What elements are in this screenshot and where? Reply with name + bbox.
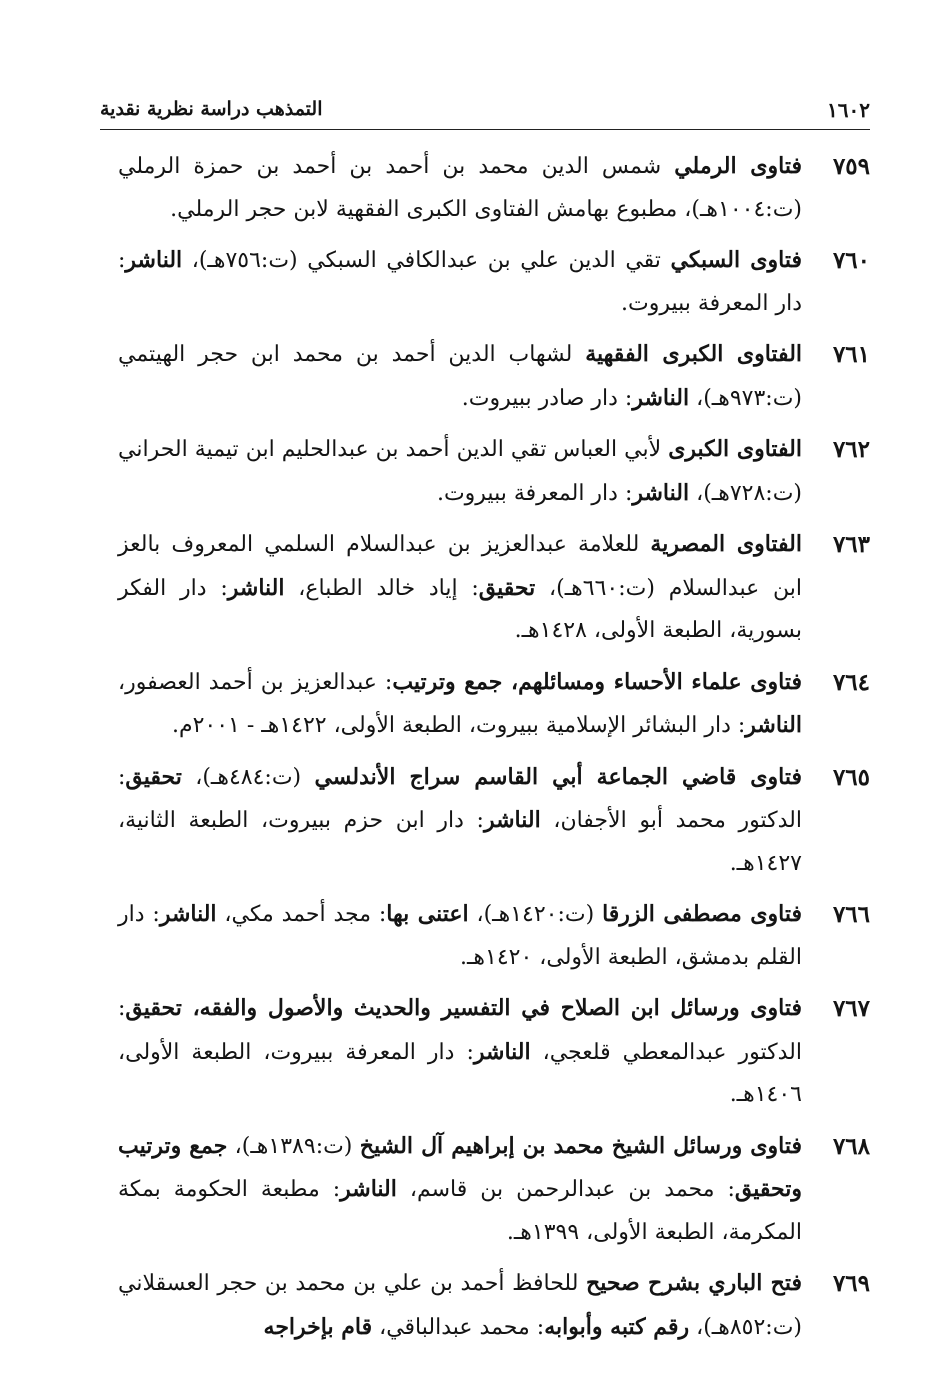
entry-title: فتاوى الرملي [674,153,802,179]
header-rule [100,129,870,130]
entry-title: فتاوى ورسائل ابن الصلاح في التفسير والحديث والأصول والفقه، تحقيق [125,995,802,1021]
entry-details: : محمد عبدالباقي، [372,1314,545,1340]
entry-title: فتاوى علماء الأحساء ومسائلهم، جمع وترتيب [392,668,802,695]
entry-details: : إياد خالد الطباع، [284,575,479,601]
entry-title: فتح الباري بشرح صحيح [586,1270,802,1296]
entry-text [118,523,802,653]
entry-text [118,333,802,420]
entry-label: الناشر [632,384,690,411]
entry-label: الناشر [159,901,217,927]
entry-title: فتاوى السبكي [670,247,802,273]
entry-details: لأبي العباس تقي الدين أحمد بن عبدالحليم ابن تيمية الحراني (ت:٧٢٨هـ)، [118,437,802,506]
entry-label: جمع وترتيب وتحقيق [118,1132,802,1202]
entry-details: لشهاب الدين أحمد بن محمد ابن حجر الهيتمي (ت:٩٧٣هـ)، [118,342,802,411]
entry-text [118,893,802,979]
entry-label: الناشر [125,247,183,273]
entry-details: للعلامة عبدالعزيز بن عبدالسلام السلمي المعروف بالعز ابن عبدالسلام (ت:٦٦٠هـ)، [118,532,803,601]
entry-label: الناشر [340,1176,397,1202]
entry-details: (ت:١٣٨٩هـ)، [227,1133,360,1159]
page-header [100,92,870,128]
entry-details: : دار القلم بدمشق، الطبعة الأولى، ١٤٢٠هـ. [118,902,802,970]
entry-number: ٧٥٩ [832,153,870,180]
entry-label: الناشر [483,807,541,833]
entry-details: شمس الدين محمد بن أحمد بن أحمد بن حمزة الرملي (ت:١٠٠٤هـ)، مطبوع بهامش الفتاوى الكبرى الفقهية لابن حجر الرملي. [118,154,802,222]
entry-details: : محمد بن عبدالرحمن بن قاسم، [396,1177,735,1202]
entry-text [118,239,802,325]
entry-title: الفتاوى الكبرى [668,436,802,462]
entry-label: رقم كتبه وأبوابه [544,1313,690,1340]
bibliography-entry [118,661,870,748]
entry-text [118,428,802,515]
entry-title: فتاوى مصطفى الزرقا [602,901,802,927]
entry-label: الناشر [745,712,802,738]
entry-details: للحافظ أحمد بن علي بن محمد بن حجر العسقلاني (ت:٨٥٢هـ)، [118,1271,802,1340]
entry-label: الناشر [632,479,690,506]
entry-label: تحقيق [478,574,536,601]
entry-number: ٧٦٠ [832,247,870,274]
entry-label: قام بإخراجه [263,1313,373,1340]
entry-label: الناشر [227,574,285,601]
entry-number: ٧٦٧ [832,995,870,1022]
entry-number: ٧٦٨ [832,1132,870,1160]
entry-title: فتاوى قاضي الجماعة أبي القاسم سراج الأندلسي [314,763,802,790]
bibliography-entry [118,145,870,231]
entry-details: : مطبعة الحكومة بمكة المكرمة، الطبعة الأولى، ١٣٩٩هـ. [118,1177,802,1245]
bibliography-entry [118,239,870,325]
entry-title: فتاوى ورسائل الشيخ محمد بن إبراهيم آل الشيخ [359,1132,803,1159]
entry-details: تقي الدين علي بن عبدالكافي السبكي (ت:٧٥٦هـ)، [182,248,671,273]
entry-number: ٧٦٣ [832,531,870,558]
entry-text [118,756,802,886]
entry-details: (ت:٤٨٤هـ)، [181,764,315,790]
entry-details: : الدكتور محمد أبو الأجفان، [118,764,802,833]
entry-details: : الدكتور عبدالمعطي قلعجي، [118,996,802,1065]
entry-details: : عبدالعزيز بن أحمد العصفور، [118,669,393,695]
entry-label: تحقيق [125,763,182,790]
entry-number: ٧٦٩ [832,1270,870,1297]
entry-text [118,1262,802,1349]
entry-title: الفتاوى المصرية [650,531,802,557]
entry-number: ٧٦٦ [832,901,870,928]
bibliography-entry [118,523,870,653]
entry-label: اعتنى بها [386,901,469,927]
entry-details: : دار المعرفة ببيروت. [436,480,633,506]
bibliography-entry [118,1262,870,1349]
bibliography-entry [118,333,870,420]
entry-text [118,987,802,1117]
entry-details: : دار المعرفة ببيروت، الطبعة الأولى، ١٤٠٦هـ. [118,1039,802,1107]
entry-label: الناشر [473,1038,531,1065]
entry-text [118,145,802,231]
entry-number: ٧٦٥ [832,763,870,791]
page-number: ١٦٠٢ [827,98,870,122]
bibliography-list [118,145,870,1357]
entry-number: ٧٦٢ [832,436,870,463]
entry-text [118,1125,802,1255]
entry-number: ٧٦١ [832,341,870,368]
entry-title: الفتاوى الكبرى الفقهية [585,341,803,367]
entry-text [118,661,802,748]
entry-details: : مجد أحمد مكي، [216,902,387,927]
entry-details: : دار البشائر الإسلامية ببيروت، الطبعة الأولى، ١٤٢٢هـ - ٢٠٠١م. [171,713,746,738]
bibliography-entry [118,1125,870,1255]
entry-number: ٧٦٤ [832,668,870,696]
bibliography-entry [118,428,870,515]
entry-details: (ت:١٤٢٠هـ)، [468,902,603,927]
entry-details: : دار الفكر بسورية، الطبعة الأولى، ١٤٢٨هـ. [118,575,802,643]
bibliography-entry [118,893,870,979]
entry-details: : دار ابن حزم ببيروت، الطبعة الثانية، ١٤٢٧هـ. [118,808,802,876]
bibliography-entry [118,987,870,1117]
running-title: التمذهب دراسة نظرية نقدية [100,98,323,120]
bibliography-entry [118,756,870,886]
entry-details: : دار المعرفة ببيروت. [118,248,802,316]
entry-details: : دار صادر ببيروت. [461,385,633,411]
